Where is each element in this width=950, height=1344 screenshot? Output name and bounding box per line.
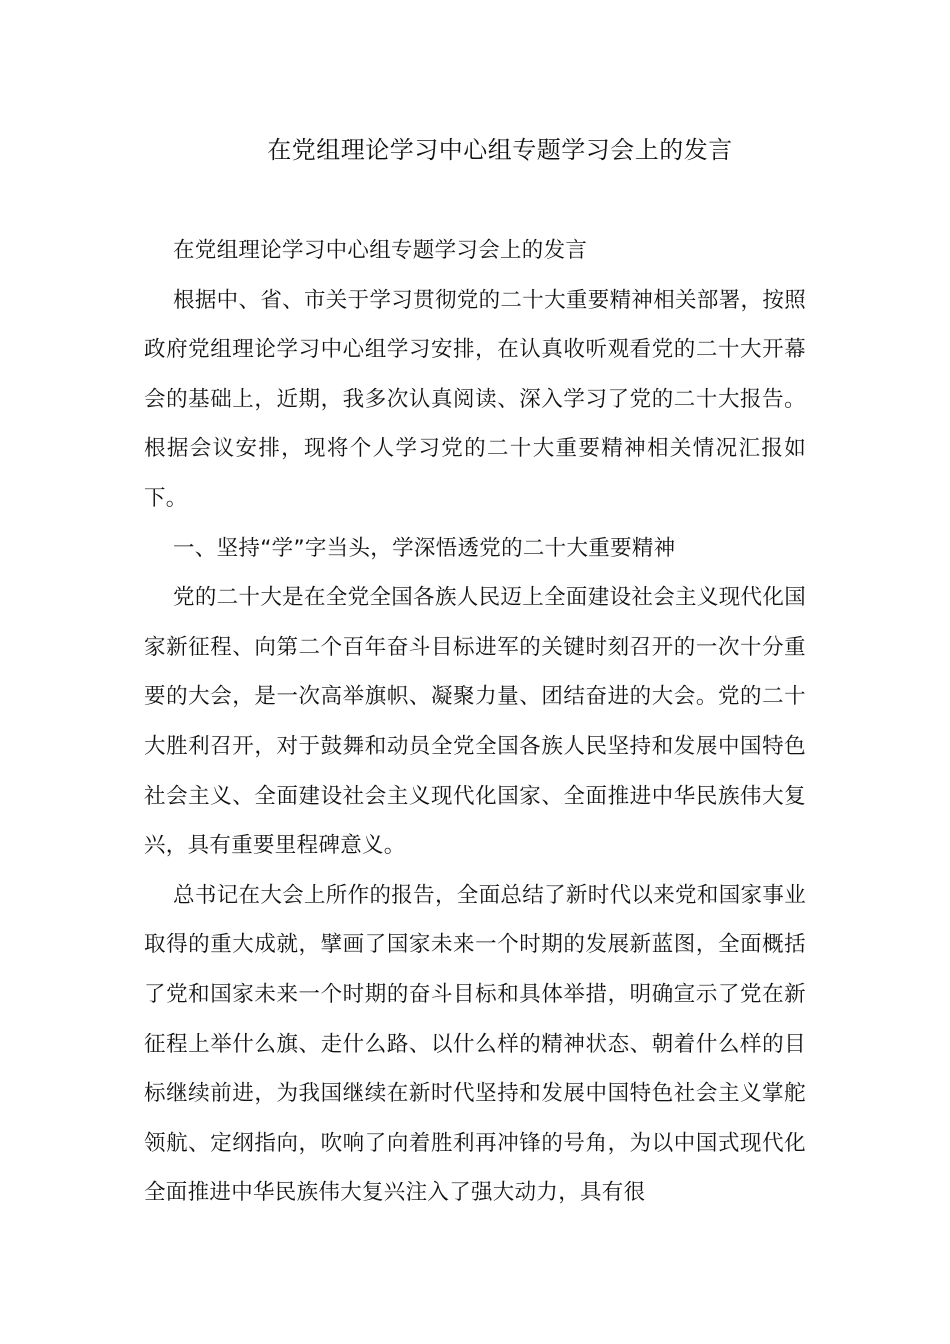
document-body <box>144 226 806 1218</box>
document-title: 在党组理论学习中心组专题学习会上的发言 <box>267 136 733 164</box>
body-paragraph: 党的二十大是在全党全国各族人民迈上全面建设社会主义现代化国家新征程、向第二个百年奋斗目标进军的关键时刻召开的一次十分重要的大会，是一次高举旗帜、凝聚力量、团结奋进的大会。党的二十大胜利召开，对于鼓舞和动员全党全国各族人民坚持和发展中国特色社会主义、全面建设社会主义现代化国家、全面推进中华民族伟大复兴，具有重要里程碑意义。 <box>144 585 806 859</box>
body-paragraph: 总书记在大会上所作的报告，全面总结了新时代以来党和国家事业取得的重大成就，擘画了国家未来一个时期的发展新蓝图，全面概括了党和国家未来一个时期的奋斗目标和具体举措，明确宣示了党在新征程上举什么旗、走什么路、以什么样的精神状态、朝着什么样的目标继续前进，为我国继续在新时代坚持和发展中国特色社会主义掌舵领航、定纲指向，吹响了向着胜利再冲锋的号角，为以中国式现代化全面推进中华民族伟大复兴注入了强大动力，具有很 <box>144 882 806 1206</box>
intro-paragraph: 根据中、省、市关于学习贯彻党的二十大重要精神相关部署，按照政府党组理论学习中心组学习安排，在认真收听观看党的二十大开幕会的基础上，近期，我多次认真阅读、深入学习了党的二十大报告。根据会议安排，现将个人学习党的二十大重要精神相关情况汇报如下。 <box>144 287 806 511</box>
section-heading: 一、坚持“学”字当头，学深悟透党的二十大重要精神 <box>173 535 676 561</box>
subtitle-paragraph: 在党组理论学习中心组专题学习会上的发言 <box>173 238 588 263</box>
